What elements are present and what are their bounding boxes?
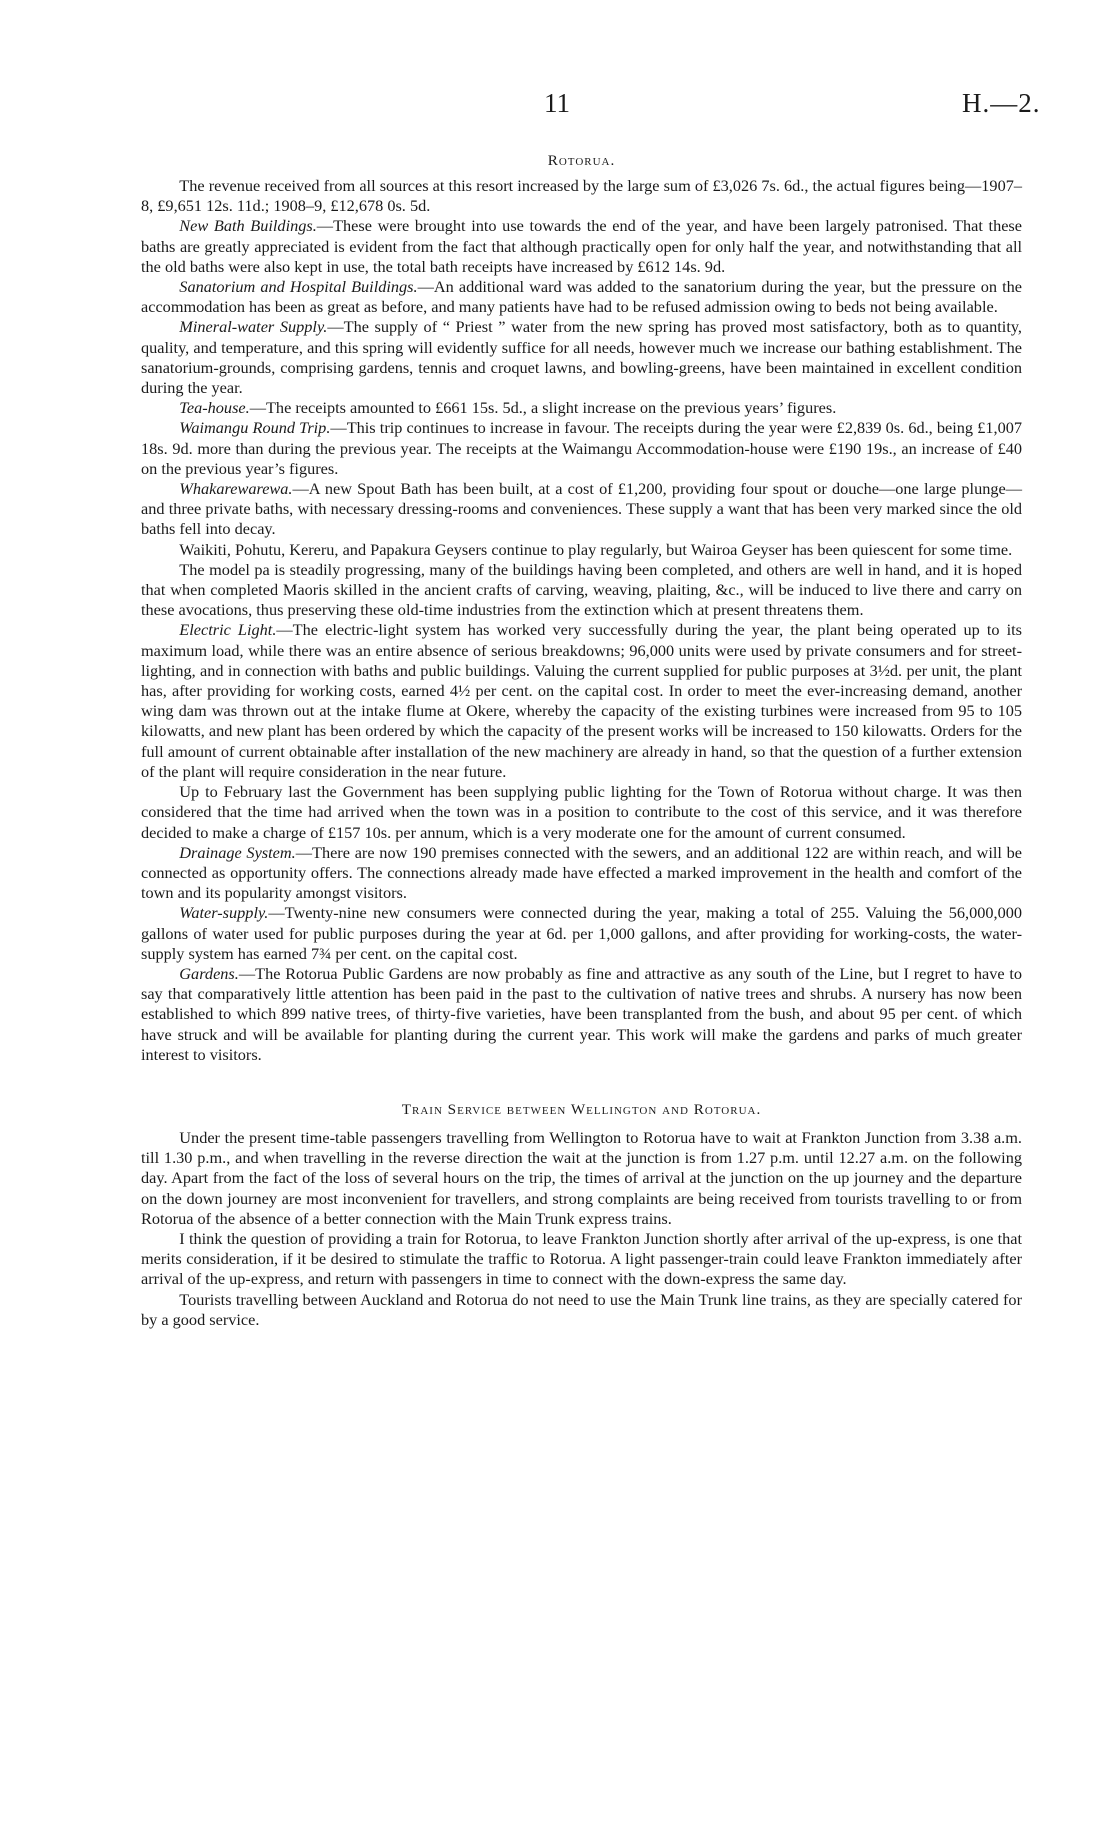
page-number: 11	[544, 88, 570, 118]
paragraph-text: Under the present time-table passengers travelling from Wellington to Rotorua have to wait at Frankton Junction from 3.38 a.m. till 1.30 p.m., and when travelling in the reverse direction the wait at the junction is from 1.27 p.m. until 12.27 a.m. on the following day. Apart from the fact of the loss of several hours on the trip, the times of arrival at the junction on the up journey and the departure on the down journey are most inconvenient for travellers, and strong complaints are being received from tourists travelling to or from Rotorua of the absence of a better connection with the Main Trunk express trains.	[141, 1127, 1022, 1228]
paragraph-electric-light	[141, 620, 1022, 782]
paragraph-text: Tourists travelling between Auckland and Rotorua do not need to use the Main Trunk line trains, as they are specially catered for by a good service.	[141, 1289, 1022, 1329]
paragraph-lead: Gardens.	[179, 963, 239, 983]
paragraph-lead: Waimangu Round Trip.	[179, 418, 331, 438]
paragraph-waimangu	[141, 418, 1022, 479]
paragraph-lead: Mineral-water Supply.	[179, 317, 328, 337]
paragraph-text: —The electric-light system has worked very successfully during the year, the plant being operated up to its maximum load, while there was an entire absence of serious breakdowns; 96,000 units were used by private consumers and for street-lighting, and in connection with baths and public buildings. Valuing the current supplied for public purposes at 3½d. per unit, the plant has, after providing for working costs, earned 4½ per cent. on the capital cost. In order to meet the ever-increasing demand, another wing dam was thrown out at the intake flume at Okere, whereby the capacity of the existing turbines were increased from 95 to 105 kilowatts, and new plant has been ordered by which the capacity of the present works will be increased to 150 kilowatts. Orders for the full amount of current obtainable after installation of the new machinery are already in hand, so that the question of a further extension of the plant will require consideration in the near future.	[141, 620, 1022, 781]
paragraph-revenue	[141, 176, 1022, 216]
paragraph-text: The model pa is steadily progressing, many of the buildings having been completed, and others are well in hand, and it is hoped that when completed Maoris skilled in the ancient crafts of carving, weaving, plaiting, &c., will be induced to live there and carry on these avocations, thus preserving these old-time industries from the extinction which at present threatens them.	[141, 559, 1022, 620]
paragraph-text: —Twenty-nine new consumers were connected during the year, making a total of 255. Valuing the 56,000,000 gallons of water used for public purposes during the year at 6d. per 1,000 gallons, and after providing for working-costs, the water-supply system has earned 7¾ per cent. on the capital cost.	[141, 903, 1022, 963]
paragraph-geysers	[141, 540, 1022, 560]
paragraph-mineral-water	[141, 317, 1022, 398]
paragraph-text: —The supply of “ Priest ” water from the new spring has proved most satisfactory, both as to quantity, quality, and temperature, and this spring will evidently suffice for all needs, however much we increase our bathing establishment. The sanatorium-grounds, comprising gardens, tennis and croquet lawns, and bowling-greens, have been maintained in excellent condition during the year.	[141, 317, 1022, 398]
paragraph-public-lighting	[141, 782, 1022, 843]
document-code: H.—2.	[962, 88, 1041, 118]
paragraph-text: Up to February last the Government has been supplying public lighting for the Town of Rotorua without charge. It was then considered that the time had arrived when the town was in a position to contribute to the cost of this service, and it was therefore decided to make a charge of £157 10s. per annum, which is a very moderate one for the amount of current consumed.	[141, 782, 1022, 842]
paragraph-model-pa	[141, 560, 1022, 621]
paragraph-tea-house	[141, 398, 1022, 418]
paragraph-text: —An additional ward was added to the sanatorium during the year, but the pressure on the accommodation has been as great as before, and many patients have had to be refused admission owing to beds not being available.	[141, 277, 1022, 317]
paragraph-text: —There are now 190 premises connected with the sewers, and an additional 122 are within reach, and will be connected as opportunity offers. The connections already made have effected a marked improvement in the health and comfort of the town and its popularity amongst visitors.	[141, 842, 1022, 903]
paragraph-text: —The Rotorua Public Gardens are now probably as fine and attractive as any south of the Line, but I regret to have to say that comparatively little attention has been paid in the past to the cultivation of native trees and shrubs. A nursery has now been established to which 899 native trees, of thirty-five varieties, have been transplanted from the bush, and about 95 per cent. of which have struck and will be available for planting during the current year. This work will make the gardens and parks of much greater interest to visitors.	[141, 963, 1022, 1064]
paragraph-proposed-train	[141, 1229, 1022, 1290]
paragraph-text: I think the question of providing a train for Rotorua, to leave Frankton Junction shortly after arrival of the up-express, is one that merits consideration, if it be desired to stimulate the traffic to Rotorua. A light passenger-train could leave Frankton immediately after arrival of the up-express, and return with passengers in time to connect with the down-express the same day.	[141, 1228, 1022, 1289]
page-header	[0, 88, 1114, 128]
paragraph-text: —The receipts amounted to £661 15s. 5d., a slight increase on the previous years’ figures.	[249, 398, 837, 418]
page-body	[141, 148, 1022, 1330]
paragraph-drainage	[141, 843, 1022, 904]
paragraph-auckland-tourists	[141, 1290, 1022, 1330]
paragraph-whakarewarewa	[141, 479, 1022, 540]
paragraph-text: —These were brought into use towards the end of the year, and have been largely patronised. That these baths are greatly appreciated is evident from the fact that although practically open for only half the year, and notwithstanding that all the old baths were also kept in use, the total bath receipts have increased by £612 14s. 9d.	[141, 216, 1022, 276]
paragraph-text: —A new Spout Bath has been built, at a cost of £1,200, providing four spout or douche—one large plunge—and three private baths, with necessary dressing-rooms and conveniences. These supply a want that has been very marked since the old baths fell into decay.	[141, 479, 1022, 539]
paragraph-text: The revenue received from all sources at this resort increased by the large sum of £3,026 7s. 6d., the actual figures being—1907–8, £9,651 12s. 11d.; 1908–9, £12,678 0s. 5d.	[141, 176, 1022, 216]
paragraph-text: Waikiti, Pohutu, Kereru, and Papakura Geysers continue to play regularly, but Wairoa Geyser has been quiescent for some time.	[179, 539, 1013, 559]
paragraph-lead: Whakarewarewa.	[179, 479, 293, 499]
paragraph-lead: Drainage System.	[179, 842, 296, 862]
paragraph-lead: Water-supply.	[179, 903, 269, 923]
paragraph-gardens	[141, 964, 1022, 1065]
paragraph-lead: Sanatorium and Hospital Buildings.	[179, 277, 418, 297]
paragraph-text: —This trip continues to increase in favour. The receipts during the year were £2,839 0s. 6d., being £1,007 18s. 9d. more than during the previous year. The receipts at the Waimangu Accommodation-house were £190 19s., an increase of £40 on the previous year’s figures.	[141, 418, 1022, 478]
paragraph-lead: Electric Light.	[179, 620, 277, 640]
section-heading-rotorua: Rotorua.	[547, 152, 616, 169]
paragraph-water-supply	[141, 903, 1022, 964]
paragraph-lead: Tea-house.	[179, 398, 250, 418]
section-heading-train-service: Train Service between Wellington and Rotorua.	[401, 1100, 762, 1118]
paragraph-new-bath-buildings	[141, 216, 1022, 277]
paragraph-sanatorium	[141, 277, 1022, 317]
paragraph-timetable	[141, 1128, 1022, 1229]
paragraph-lead: New Bath Buildings.	[179, 216, 317, 236]
